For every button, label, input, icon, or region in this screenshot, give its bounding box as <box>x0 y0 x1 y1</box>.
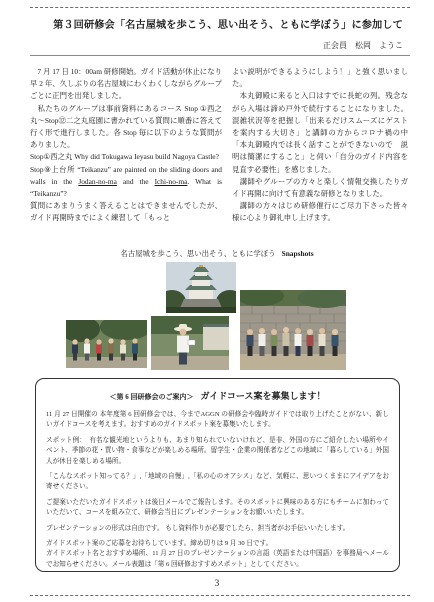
notice-paragraph: スポット例： 有名な観光地というよりも、あまり知られていないけれど、是非、外国の方にご紹介したい場所やイベント、季節の花・買い物・食事などが楽しめる場所。留学生・企業の関係者などこの地域に「暮らしている」外国人が休日を楽しめる場所。 <box>46 436 389 465</box>
photo-guide-walking <box>151 316 229 370</box>
article-author: 正会員 松岡 ようこ <box>323 41 403 50</box>
photo-group-stone-wall <box>240 290 346 370</box>
notice-paragraph: ご提案いただいたガイドスポットは後日メールでご報告します。そのスポットに興味のある方にもチームに加わっていただいて、コースを組み立て、研修会当日にプレゼンテーションをお願いいたします。 <box>46 498 389 517</box>
page-number: 3 <box>214 578 220 588</box>
article-paragraph: 本丸御殿に来ると入口はすでに長蛇の列。残念ながら入場は諦め戸外で続行することになりました。混雑状況等を把握し「出来るだけスムーズにゲストを案内する大切さ」と講師の方からコロナ禍の中「本丸御殿内では長く話すことができないので 説明は簡潔にすること」と伺い「自分のガイド内容を見直す必要性」を感じました。 <box>232 91 408 174</box>
notice-heading <box>46 386 389 404</box>
group-garden-image <box>66 320 147 368</box>
article-right-column <box>232 66 408 225</box>
notice-paragraph: 11 月 27 日開催の 本年度第 6 回研修会では、今までAGGN の研修会や臨時ガイドでは取り上げたことがない、新しいガイドコースを考えます。おすすめのガイドスポット案を募集いたします。 <box>46 411 389 429</box>
article-left-column <box>30 66 222 225</box>
article-paragraph: よい説明ができるようにしよう！」と強く思いました。 <box>232 67 408 89</box>
group-stone-wall-image <box>240 290 346 370</box>
photo-group-garden <box>66 320 147 368</box>
notice-paragraph: プレゼンテーションの形式は自由です。 もし資料作りが必要でしたら、担当者がお手伝いいたします。 <box>46 524 350 532</box>
notice-body <box>46 410 389 570</box>
castle-image <box>166 262 236 313</box>
notice-paragraph: ガイドスポット案のご応募をお待ちしています。締め切りは 9 月 30 日です。 <box>46 540 273 548</box>
stop-9-question <box>30 164 222 201</box>
article-paragraph: 質問にあまりうまく答えることはできませんでしたが、ガイド再開時までによく練習して「もっと <box>30 201 222 223</box>
top-dotted-rule <box>30 7 410 8</box>
header-rule <box>30 55 410 56</box>
photo-castle <box>166 262 236 313</box>
bottom-dotted-rule <box>30 595 410 596</box>
notice-heading-prefix: ＜第 6 回研修会のご案内＞ <box>109 393 201 401</box>
notice-paragraph: 「こんなスポット知ってる？」,「地域の自慢」,「私の心のオアシス」など、気軽に、思いつくままにアイデアをお寄せください。 <box>46 473 389 491</box>
snapshots-caption-text: 名古屋城を歩こう、思い出そう、ともに学ぼう <box>120 249 276 258</box>
article-title: 第３回研修会「名古屋城を歩こう、思い出そう、ともに学ぼう」に参加して <box>53 20 403 31</box>
stop-9-underlined-term: Ichi-no-ma <box>154 176 188 186</box>
notice-heading-main: ガイドコース案を募集します！ <box>200 391 326 401</box>
article-paragraph: 講師やグループの方々と楽しく情報交換したりガイド再開に向けて有意義な研修となりました。 <box>232 176 408 199</box>
notice-paragraph: ガイドスポット名とおすすめ場所、11 月 27 日のプレゼンテーションの言語（英語または中国語）を事務局へメールでお知らせください。メール表題は「第 6 回研修おすすめスポット」としてください。 <box>46 550 389 568</box>
stop-9-underlined-term: Jodan-no-ma <box>78 176 117 186</box>
article-paragraph: 私たちのグループは事前資料にあるコース Stop ①西之丸～Stop⑫二之丸庭園に書かれている質問に順番に答えて行く形で進行しました。各 Stop 毎に以下のような質問がありました。 <box>30 103 222 150</box>
snapshots-caption <box>0 248 434 259</box>
stop-9-text: and the <box>116 176 155 186</box>
stop-9-text: Stop⑨上台所 “Teikanzu” are painted on the sliding doors and walls in the <box>30 164 222 186</box>
notice-box <box>35 378 400 572</box>
article-paragraph: 講師の方々はじめ研修催行にご尽力下さった皆々様に心より御礼申し上げます。 <box>232 201 408 223</box>
guide-walking-image <box>151 316 229 370</box>
snapshots-label: Snapshots <box>281 249 314 258</box>
article-paragraph: 7 月 17 日 10：00am 研修開始。ガイド活動が休止になり早 2 年、久しぶりの名古屋城にわくわくしながらグループごとに正門を出発しました。 <box>30 67 222 101</box>
stop-1-question: Stop①西之丸 Why did Tokugawa Ieyasu build Nagoya Castle? <box>30 152 219 162</box>
stop-9-text: . What is “Teikanzu”? <box>30 176 223 199</box>
